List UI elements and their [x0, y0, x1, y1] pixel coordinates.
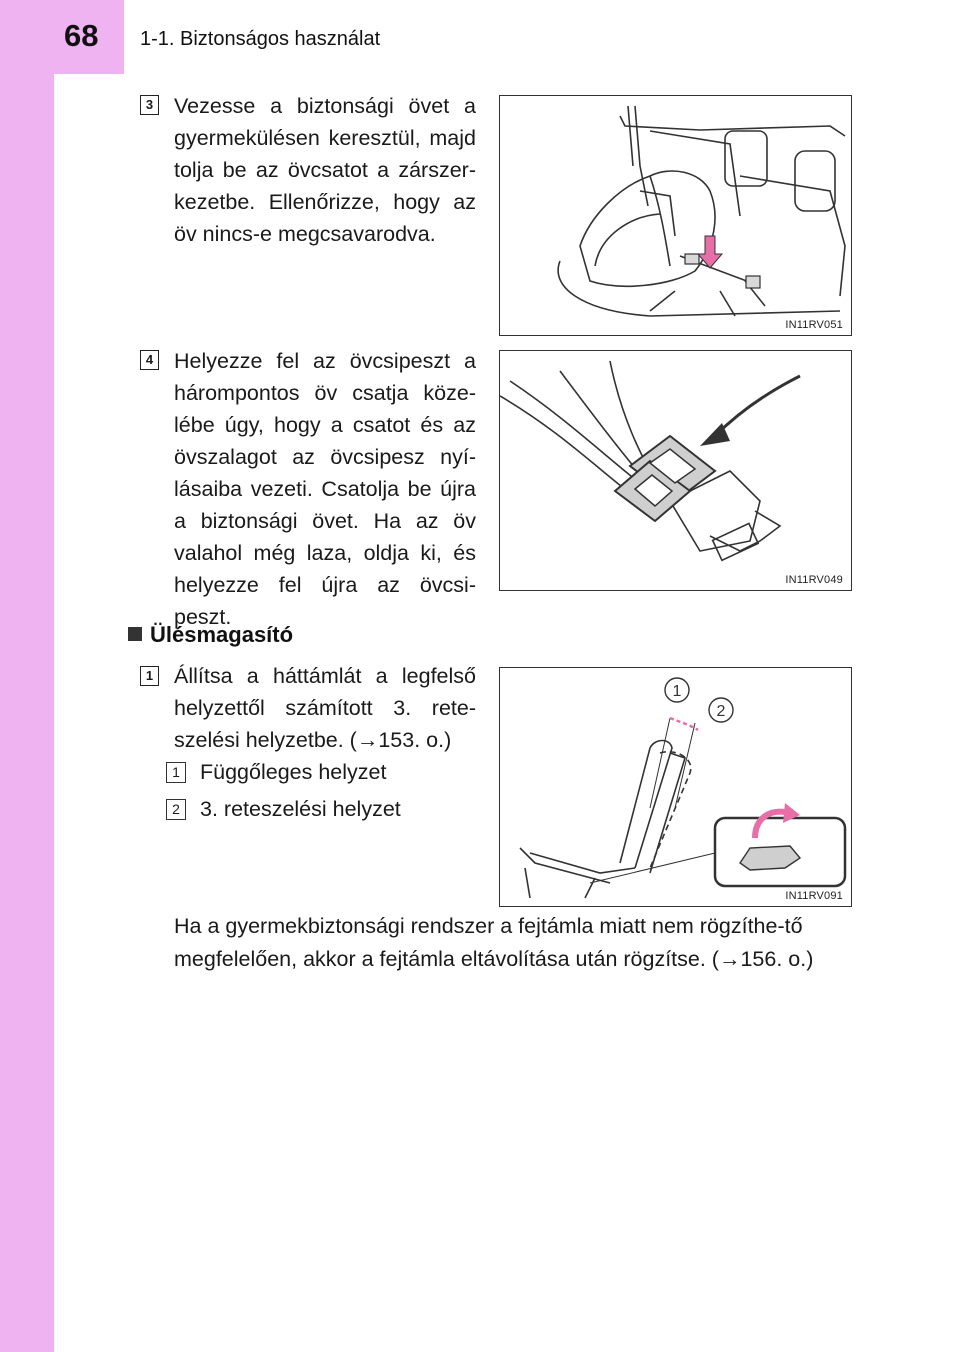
figure-id: IN11RV091: [785, 890, 843, 902]
section-heading: Ülésmagasító: [128, 622, 293, 648]
callout-item-1: [166, 760, 386, 785]
side-color-strip: [0, 0, 54, 1352]
page-number: 68: [64, 18, 99, 53]
step-badge-3: 3: [140, 95, 159, 115]
section-title: 1-1. Biztonságos használat: [140, 28, 381, 50]
figure-seat-recline: [499, 667, 852, 907]
step-4-text: Helyezze fel az övcsipeszt a hárompontos öv csatja köze-lébe úgy, hogy a csatot és az övszalagot az övcsipesz nyí-lásaiba vezeti. Csatolja be újra a biztonsági övet. Ha az öv valahol még laza, oldja ki, és helyezze fel újra az övcsi-peszt.: [174, 349, 476, 629]
figure-id: IN11RV051: [785, 319, 843, 331]
step-3-text: Vezesse a biztonsági övet a gyermekülésen keresztül, majd tolja be az övcsatot a zárszer-kezetbe. Ellenőrizze, hogy az öv nincs-e megcsavarodva.: [174, 94, 476, 246]
step-badge-4: 4: [140, 350, 159, 370]
step-badge-1: 1: [140, 666, 159, 686]
callout-label: 3. reteszelési helyzet: [200, 797, 401, 821]
figure-child-seat-belt: [499, 95, 852, 336]
callout-number: 1: [166, 762, 186, 783]
seat-recline-illustration: [500, 668, 850, 905]
child-seat-illustration: [500, 96, 850, 334]
figure-marker-2: 2: [716, 703, 726, 720]
figure-belt-clip: [499, 350, 852, 591]
belt-clip-illustration: [500, 351, 850, 589]
figure-marker-1: 1: [672, 683, 682, 700]
figure-id: IN11RV049: [785, 574, 843, 586]
square-bullet-icon: [128, 627, 142, 641]
callout-number: 2: [166, 799, 186, 820]
note-text: Ha a gyermekbiztonsági rendszer a fejtámla miatt nem rögzíthe-tő megfelelően, akkor a fejtámla eltávolítása után rögzítse. (→156. o.): [174, 914, 814, 971]
callout-label: Függőleges helyzet: [200, 760, 387, 784]
callout-item-2: [166, 797, 401, 822]
step-1-text: Állítsa a háttámlát a legfelső helyzettől számított 3. rete-szelési helyzetbe. (→153. o.): [174, 664, 476, 752]
